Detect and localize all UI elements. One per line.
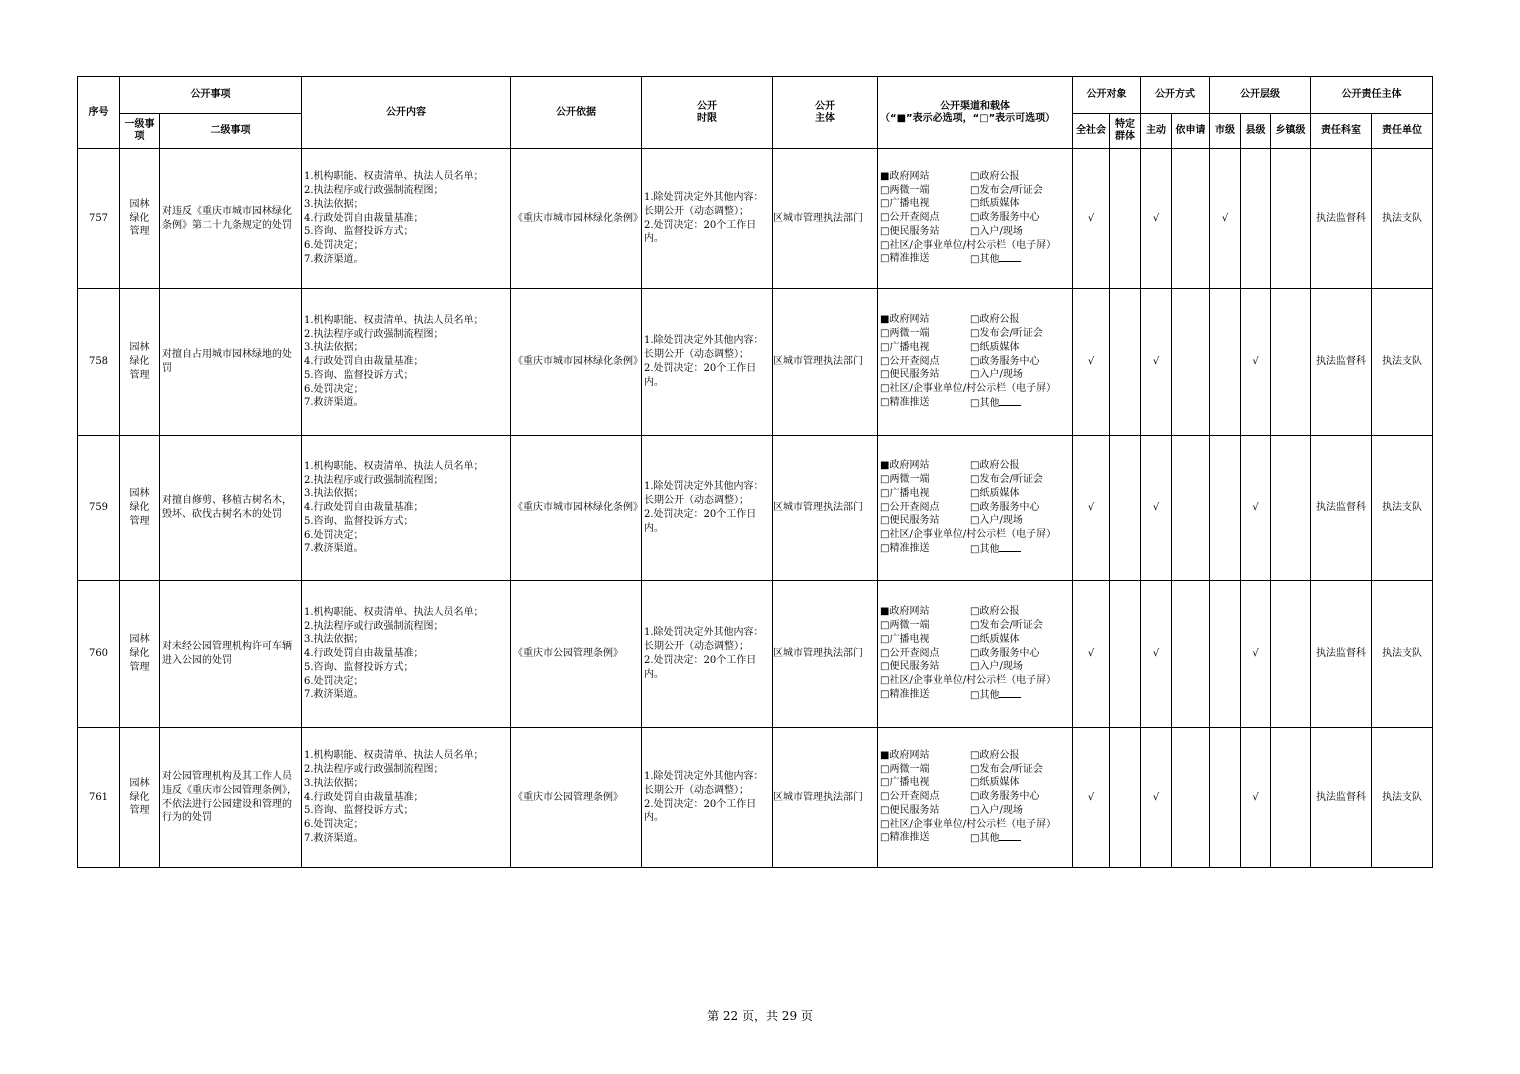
row-content <box>302 149 511 289</box>
table-row <box>78 436 1433 581</box>
channel-public-reading-point: □公开查阅点 <box>880 501 940 513</box>
row-time-limit: 1.除处罚决定外其他内容：长期公开（动态调整）； 2.处罚决定：20个工作日内。 <box>642 581 773 728</box>
header-method-request: 依申请 <box>1172 114 1210 149</box>
table-row <box>78 728 1433 868</box>
row-resp-unit: 执法支队 <box>1372 149 1433 289</box>
channel-print-media: □纸质媒体 <box>970 198 1020 210</box>
channel-door-to-door: □入户/现场 <box>970 661 1023 673</box>
row-item-l1 <box>120 289 160 436</box>
row-method-active <box>1141 581 1172 728</box>
row-subject: 区城市管理执法部门 <box>773 728 878 868</box>
header-channel-title: 公开渠道和载体 <box>940 100 1010 112</box>
channel-door-to-door: □入户/现场 <box>970 804 1023 816</box>
check-mark: √ <box>1221 212 1229 224</box>
header-target-specific: 特定群体 <box>1110 114 1141 149</box>
row-target-specific <box>1110 289 1141 436</box>
channel-gov-website: ■政府网站 <box>880 606 930 618</box>
content-line: 2.执法程序或行政强制流程图； <box>304 328 444 340</box>
check-mark: √ <box>1087 212 1095 224</box>
channel-service-center: □政务服务中心 <box>970 501 1040 513</box>
row-basis: 《重庆市城市园林绿化条例》 <box>511 289 642 436</box>
channel-press-hearing: □发布会/听证会 <box>970 620 1043 631</box>
row-basis: 《重庆市公园管理条例》 <box>511 728 642 868</box>
content-line: 3.执法依据； <box>304 777 364 789</box>
header-item-l2: 二级事项 <box>160 114 302 149</box>
channel-gov-gazette: □政府公报 <box>970 314 1020 326</box>
header-method-group: 公开方式 <box>1141 77 1210 114</box>
row-item-l1-text: 园林绿化管理 <box>129 634 150 673</box>
row-content <box>302 728 511 868</box>
channel-service-center: □政务服务中心 <box>970 647 1040 659</box>
channel-bulletin-board: □社区/企事业单位/村公示栏（电子屏） <box>880 818 1057 830</box>
content-line: 6.处罚决定； <box>304 383 364 395</box>
content-line: 7.救济渠道。 <box>304 543 364 555</box>
channel-weibo-wechat-app: □两微一端 <box>880 620 930 631</box>
header-item-group: 公开事项 <box>120 77 302 114</box>
channel-print-media: □纸质媒体 <box>970 777 1020 789</box>
channel-door-to-door: □入户/现场 <box>970 225 1023 237</box>
check-mark: √ <box>1087 356 1095 368</box>
row-resp-unit: 执法支队 <box>1372 436 1433 581</box>
row-level-town <box>1271 289 1311 436</box>
channel-door-to-door: □入户/现场 <box>970 369 1023 381</box>
channel-precise-push: □精准推送 <box>880 396 930 408</box>
row-channels <box>878 289 1073 436</box>
blank-line <box>999 542 1021 552</box>
header-level-town: 乡镇级 <box>1271 114 1311 149</box>
row-target-all <box>1073 149 1110 289</box>
header-resp-group: 公开责任主体 <box>1311 77 1433 114</box>
content-line: 2.执法程序或行政强制流程图； <box>304 185 444 196</box>
channel-public-reading-point: □公开查阅点 <box>880 355 940 367</box>
content-line: 2.执法程序或行政强制流程图； <box>304 620 444 632</box>
row-channels <box>878 149 1073 289</box>
content-line: 6.处罚决定； <box>304 819 364 831</box>
row-item-l1 <box>120 728 160 868</box>
row-target-specific <box>1110 149 1141 289</box>
row-subject: 区城市管理执法部门 <box>773 149 878 289</box>
content-line: 4.行政处罚自由裁量基准； <box>304 502 424 514</box>
row-method-active <box>1141 289 1172 436</box>
row-resp-unit: 执法支队 <box>1372 728 1433 868</box>
channel-public-reading-point: □公开查阅点 <box>880 212 940 224</box>
row-method-request <box>1172 728 1210 868</box>
channel-gov-gazette: □政府公报 <box>970 460 1020 472</box>
channel-print-media: □纸质媒体 <box>970 633 1020 645</box>
channel-convenience-station: □便民服务站 <box>880 225 940 237</box>
row-basis: 《重庆市公园管理条例》 <box>511 581 642 728</box>
header-subject-text: 公开主体 <box>815 100 835 124</box>
row-item-l2: 对违反《重庆市城市园林绿化条例》第二十九条规定的处罚 <box>160 149 302 289</box>
channel-other <box>970 688 1070 703</box>
content-line: 4.行政处罚自由裁量基准； <box>304 356 424 368</box>
check-mark: √ <box>1252 791 1259 803</box>
row-resp-dept: 执法监督科 <box>1311 289 1372 436</box>
row-resp-dept: 执法监督科 <box>1311 581 1372 728</box>
row-seq: 761 <box>78 728 120 868</box>
channel-gov-gazette: □政府公报 <box>970 749 1020 761</box>
channel-other <box>970 396 1070 411</box>
row-target-all <box>1073 289 1110 436</box>
channel-convenience-station: □便民服务站 <box>880 804 940 816</box>
content-line: 4.行政处罚自由裁量基准； <box>304 791 424 803</box>
check-mark: √ <box>1087 791 1095 803</box>
header-channel <box>878 77 1073 149</box>
row-level-town <box>1271 728 1311 868</box>
channel-convenience-station: □便民服务站 <box>880 369 940 381</box>
check-mark: √ <box>1152 212 1160 224</box>
row-target-all <box>1073 436 1110 581</box>
header-level-city: 市级 <box>1210 114 1241 149</box>
header-resp-unit: 责任单位 <box>1372 114 1433 149</box>
row-seq: 757 <box>78 149 120 289</box>
channel-service-center: □政务服务中心 <box>970 212 1040 224</box>
content-line: 4.行政处罚自由裁量基准； <box>304 212 424 224</box>
row-level-county <box>1241 149 1271 289</box>
channel-door-to-door: □入户/现场 <box>970 515 1023 527</box>
channel-other-label: □其他 <box>970 833 1000 845</box>
row-target-specific <box>1110 581 1141 728</box>
row-target-all <box>1073 581 1110 728</box>
check-mark: √ <box>1152 502 1160 514</box>
content-line: 7.救济渠道。 <box>304 832 364 844</box>
row-time-limit: 1.除处罚决定外其他内容：长期公开（动态调整）； 2.处罚决定：20个工作日内。 <box>642 436 773 581</box>
row-method-active <box>1141 436 1172 581</box>
header-level-group: 公开层级 <box>1210 77 1311 114</box>
check-mark: √ <box>1152 791 1160 803</box>
row-channels <box>878 436 1073 581</box>
row-resp-unit: 执法支队 <box>1372 581 1433 728</box>
row-method-active <box>1141 728 1172 868</box>
blank-line <box>999 831 1021 841</box>
blank-line <box>999 396 1021 406</box>
content-line: 7.救济渠道。 <box>304 397 364 409</box>
channel-broadcast-tv: □广播电视 <box>880 777 930 789</box>
header-level-county: 县级 <box>1241 114 1271 149</box>
row-item-l2: 对擅自占用城市园林绿地的处罚 <box>160 289 302 436</box>
channel-weibo-wechat-app: □两微一端 <box>880 328 930 339</box>
content-line: 1.机构职能、权责清单、执法人员名单； <box>304 750 484 762</box>
header-time-limit <box>642 77 773 149</box>
content-line: 6.处罚决定； <box>304 675 364 687</box>
content-line: 2.执法程序或行政强制流程图； <box>304 764 444 775</box>
channel-service-center: □政务服务中心 <box>970 791 1040 803</box>
channel-service-center: □政务服务中心 <box>970 355 1040 367</box>
content-line: 3.执法依据； <box>304 342 364 354</box>
content-line: 5.咨询、监督投诉方式； <box>304 661 414 673</box>
row-subject: 区城市管理执法部门 <box>773 581 878 728</box>
channel-bulletin-board: □社区/企事业单位/村公示栏（电子屏） <box>880 675 1057 687</box>
channel-gov-gazette: □政府公报 <box>970 170 1020 182</box>
row-level-city <box>1210 149 1241 289</box>
channel-broadcast-tv: □广播电视 <box>880 487 930 499</box>
row-item-l1-text: 园林绿化管理 <box>129 342 150 381</box>
row-level-city <box>1210 728 1241 868</box>
row-seq: 759 <box>78 436 120 581</box>
row-target-all <box>1073 728 1110 868</box>
channel-other-label: □其他 <box>970 543 1000 555</box>
row-basis: 《重庆市城市园林绿化条例》 <box>511 149 642 289</box>
row-level-county <box>1241 581 1271 728</box>
channel-press-hearing: □发布会/听证会 <box>970 328 1043 339</box>
row-method-request <box>1172 436 1210 581</box>
content-line: 7.救济渠道。 <box>304 689 364 701</box>
content-line: 1.机构职能、权责清单、执法人员名单； <box>304 314 484 326</box>
content-line: 6.处罚决定； <box>304 529 364 541</box>
row-target-specific <box>1110 436 1141 581</box>
header-target-all: 全社会 <box>1073 114 1110 149</box>
row-method-request <box>1172 149 1210 289</box>
content-line: 3.执法依据； <box>304 488 364 500</box>
table-row <box>78 289 1433 436</box>
channel-broadcast-tv: □广播电视 <box>880 198 930 210</box>
row-content <box>302 436 511 581</box>
row-item-l2: 对擅自修剪、移植古树名木，毁坏、砍伐古树名木的处罚 <box>160 436 302 581</box>
content-line: 5.咨询、监督投诉方式； <box>304 805 414 817</box>
channel-bulletin-board: □社区/企事业单位/村公示栏（电子屏） <box>880 529 1057 541</box>
row-resp-dept: 执法监督科 <box>1311 436 1372 581</box>
row-subject: 区城市管理执法部门 <box>773 289 878 436</box>
channel-other-label: □其他 <box>970 397 1000 409</box>
content-line: 5.咨询、监督投诉方式； <box>304 226 414 238</box>
check-mark: √ <box>1152 648 1160 660</box>
row-level-city <box>1210 581 1241 728</box>
channel-press-hearing: □发布会/听证会 <box>970 763 1043 775</box>
row-content <box>302 581 511 728</box>
row-level-county <box>1241 728 1271 868</box>
row-item-l1-text: 园林绿化管理 <box>129 198 150 238</box>
channel-print-media: □纸质媒体 <box>970 487 1020 499</box>
channel-other <box>970 252 1070 267</box>
check-mark: √ <box>1252 502 1259 514</box>
row-level-county <box>1241 436 1271 581</box>
row-resp-unit: 执法支队 <box>1372 289 1433 436</box>
row-item-l1 <box>120 436 160 581</box>
channel-print-media: □纸质媒体 <box>970 341 1020 353</box>
disclosure-table <box>77 76 1433 868</box>
channel-press-hearing: □发布会/听证会 <box>970 184 1043 196</box>
channel-public-reading-point: □公开查阅点 <box>880 647 940 659</box>
content-line: 2.执法程序或行政强制流程图； <box>304 474 444 486</box>
row-level-city <box>1210 289 1241 436</box>
row-basis: 《重庆市城市园林绿化条例》 <box>511 436 642 581</box>
row-item-l1-text: 园林绿化管理 <box>129 777 150 817</box>
channel-bulletin-board: □社区/企事业单位/村公示栏（电子屏） <box>880 383 1057 395</box>
channel-weibo-wechat-app: □两微一端 <box>880 474 930 485</box>
row-subject: 区城市管理执法部门 <box>773 436 878 581</box>
row-item-l1-text: 园林绿化管理 <box>129 488 150 527</box>
channel-precise-push: □精准推送 <box>880 832 930 844</box>
row-channels <box>878 581 1073 728</box>
row-seq: 760 <box>78 581 120 728</box>
header-time-limit-text: 公开时限 <box>697 100 717 124</box>
channel-gov-website: ■政府网站 <box>880 314 930 326</box>
check-mark: √ <box>1252 648 1259 660</box>
header-resp-dept: 责任科室 <box>1311 114 1372 149</box>
channel-broadcast-tv: □广播电视 <box>880 341 930 353</box>
channel-convenience-station: □便民服务站 <box>880 515 940 527</box>
channel-other-label: □其他 <box>970 689 1000 701</box>
row-seq: 758 <box>78 289 120 436</box>
channel-convenience-station: □便民服务站 <box>880 661 940 673</box>
content-line: 4.行政处罚自由裁量基准； <box>304 648 424 660</box>
content-line: 1.机构职能、权责清单、执法人员名单； <box>304 606 484 618</box>
content-line: 1.机构职能、权责清单、执法人员名单； <box>304 460 484 472</box>
row-method-request <box>1172 289 1210 436</box>
blank-line <box>999 252 1021 262</box>
row-channels <box>878 728 1073 868</box>
content-line: 6.处罚决定； <box>304 240 364 252</box>
channel-bulletin-board: □社区/企事业单位/村公示栏（电子屏） <box>880 239 1057 251</box>
content-line: 5.咨询、监督投诉方式； <box>304 515 414 527</box>
row-level-county <box>1241 289 1271 436</box>
header-content: 公开内容 <box>302 77 511 149</box>
header-seq: 序号 <box>78 77 120 149</box>
header-channel-note: （“■”表示必选项，“□”表示可选项） <box>880 112 1056 124</box>
page-footer: 第 22 页，共 29 页 <box>707 1009 813 1023</box>
channel-precise-push: □精准推送 <box>880 688 930 700</box>
content-line: 3.执法依据； <box>304 198 364 210</box>
row-content <box>302 289 511 436</box>
channel-other-label: □其他 <box>970 254 1000 266</box>
row-method-request <box>1172 581 1210 728</box>
channel-precise-push: □精准推送 <box>880 542 930 554</box>
check-mark: √ <box>1152 356 1160 368</box>
channel-gov-website: ■政府网站 <box>880 170 930 182</box>
row-item-l1 <box>120 581 160 728</box>
row-target-specific <box>1110 728 1141 868</box>
check-mark: √ <box>1252 356 1259 368</box>
channel-other <box>970 831 1070 846</box>
row-resp-dept: 执法监督科 <box>1311 728 1372 868</box>
header-basis: 公开依据 <box>511 77 642 149</box>
header-target-group: 公开对象 <box>1073 77 1141 114</box>
table-row <box>78 581 1433 728</box>
channel-gov-website: ■政府网站 <box>880 749 930 761</box>
header-item-l1: 一级事项 <box>120 114 160 149</box>
channel-broadcast-tv: □广播电视 <box>880 633 930 645</box>
channel-gov-gazette: □政府公报 <box>970 606 1020 618</box>
row-level-city <box>1210 436 1241 581</box>
channel-other <box>970 542 1070 557</box>
row-time-limit: 1.除处罚决定外其他内容：长期公开（动态调整）； 2.处罚决定：20个工作日内。 <box>642 149 773 289</box>
table-row <box>78 149 1433 289</box>
check-mark: √ <box>1087 648 1095 660</box>
row-method-active <box>1141 149 1172 289</box>
row-level-town <box>1271 436 1311 581</box>
channel-press-hearing: □发布会/听证会 <box>970 474 1043 485</box>
row-level-town <box>1271 581 1311 728</box>
content-line: 5.咨询、监督投诉方式； <box>304 369 414 381</box>
blank-line <box>999 688 1021 698</box>
content-line: 3.执法依据； <box>304 634 364 646</box>
channel-precise-push: □精准推送 <box>880 253 930 265</box>
row-item-l2: 对未经公园管理机构许可车辆进入公园的处罚 <box>160 581 302 728</box>
header-method-active: 主动 <box>1141 114 1172 149</box>
channel-gov-website: ■政府网站 <box>880 460 930 472</box>
row-resp-dept: 执法监督科 <box>1311 149 1372 289</box>
row-time-limit: 1.除处罚决定外其他内容：长期公开（动态调整）； 2.处罚决定：20个工作日内。 <box>642 728 773 868</box>
content-line: 1.机构职能、权责清单、执法人员名单； <box>304 171 484 183</box>
check-mark: √ <box>1087 502 1095 514</box>
header-subject <box>773 77 878 149</box>
row-item-l1 <box>120 149 160 289</box>
channel-weibo-wechat-app: □两微一端 <box>880 763 930 775</box>
channel-weibo-wechat-app: □两微一端 <box>880 184 930 196</box>
channel-public-reading-point: □公开查阅点 <box>880 791 940 803</box>
content-line: 7.救济渠道。 <box>304 253 364 265</box>
row-time-limit: 1.除处罚决定外其他内容：长期公开（动态调整）； 2.处罚决定：20个工作日内。 <box>642 289 773 436</box>
row-level-town <box>1271 149 1311 289</box>
row-item-l2: 对公园管理机构及其工作人员违反《重庆市公园管理条例》，不依法进行公园建设和管理的行为的处罚 <box>160 728 302 868</box>
